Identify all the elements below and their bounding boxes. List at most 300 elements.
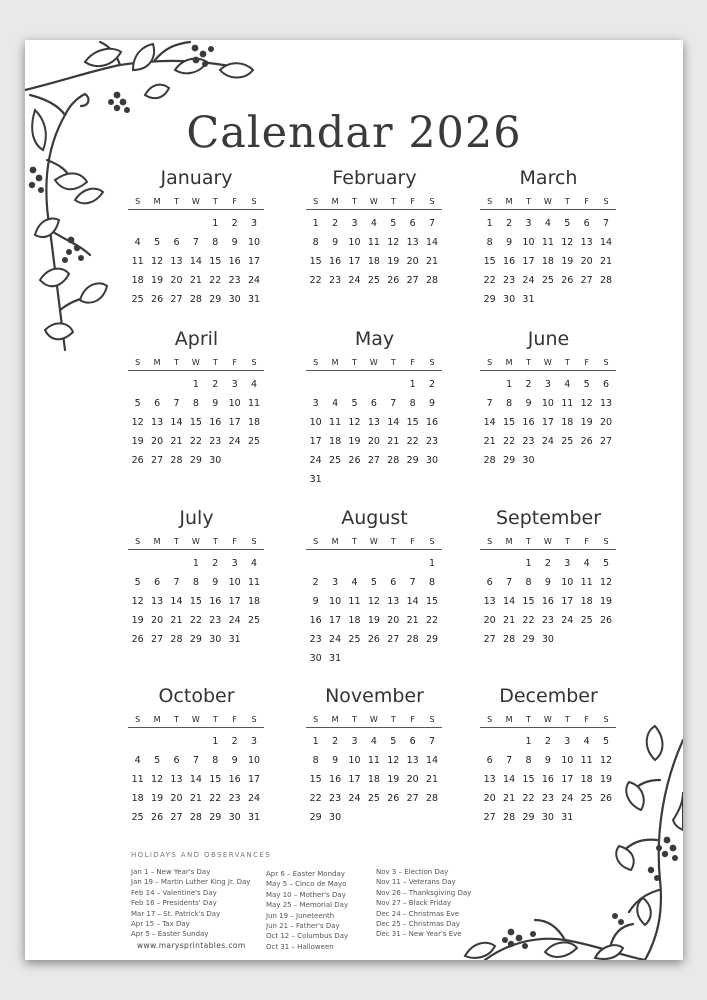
day-cell: 18 (580, 596, 593, 607)
month-january (128, 165, 264, 309)
day-cell: 26 (151, 812, 164, 823)
day-cell: 8 (212, 237, 219, 248)
day-cell: 5 (390, 736, 397, 747)
day-cell: 29 (209, 294, 222, 305)
day-cell: 18 (247, 596, 261, 607)
day-cell: 18 (367, 256, 380, 267)
weekday-label: W (369, 715, 378, 724)
day-cell: 24 (329, 634, 342, 645)
day-cell: 4 (544, 218, 551, 229)
weekday-label: F (232, 197, 237, 206)
day-cell: 8 (312, 237, 319, 248)
day-cell: 10 (247, 237, 261, 248)
day-cell: 23 (541, 615, 554, 626)
day-cell: 28 (189, 812, 202, 823)
day-cell: 20 (170, 275, 183, 286)
day-cell: 15 (522, 596, 535, 607)
day-cell: 19 (580, 417, 593, 428)
day-cell: 21 (189, 275, 202, 286)
holiday-item: Feb 14 – Valentine's Day (131, 888, 217, 897)
day-cell: 1 (525, 558, 532, 569)
day-cell: 4 (564, 379, 571, 390)
day-cell: 31 (329, 653, 342, 664)
weekday-label: F (232, 537, 237, 546)
weekday-label: F (232, 358, 237, 367)
day-cell: 3 (544, 379, 551, 390)
weekday-label: S (429, 197, 435, 206)
day-cell: 29 (209, 812, 222, 823)
weekday-label: W (543, 715, 552, 724)
day-cell: 14 (170, 417, 183, 428)
day-cell: 15 (209, 774, 222, 785)
day-cell: 19 (599, 774, 613, 785)
day-cell: 12 (367, 596, 380, 607)
day-cell: 28 (503, 812, 516, 823)
day-cell: 10 (348, 755, 361, 766)
day-cell: 22 (209, 793, 222, 804)
weekday-label: W (191, 197, 200, 206)
weekday-header (480, 358, 616, 371)
weekday-label: S (487, 715, 493, 724)
day-cell: 27 (483, 812, 496, 823)
day-cell: 2 (544, 558, 551, 569)
day-cell: 9 (525, 398, 532, 409)
day-cell: 20 (367, 436, 380, 447)
day-cell: 9 (212, 398, 219, 409)
day-cell: 16 (425, 417, 439, 428)
weekday-label: T (390, 197, 396, 206)
day-cell: 15 (406, 417, 419, 428)
day-cell: 2 (332, 218, 339, 229)
weekday-label: S (251, 537, 257, 546)
day-cell: 26 (348, 455, 361, 466)
day-cell: 20 (151, 436, 164, 447)
day-grid (128, 554, 264, 649)
month-name: February (332, 167, 417, 189)
holiday-item: Feb 16 – Presidents' Day (131, 899, 217, 908)
day-cell: 27 (483, 634, 496, 645)
weekday-label: T (212, 715, 218, 724)
day-cell: 30 (209, 634, 222, 645)
day-cell: 28 (425, 275, 439, 286)
day-cell: 21 (387, 436, 400, 447)
weekday-label: S (251, 197, 257, 206)
weekday-label: T (564, 358, 570, 367)
day-cell: 3 (351, 218, 358, 229)
day-cell: 16 (522, 417, 535, 428)
day-cell: 11 (367, 237, 380, 248)
day-cell: 11 (131, 774, 144, 785)
day-cell: 14 (425, 237, 439, 248)
day-cell: 7 (173, 398, 180, 409)
day-cell: 29 (483, 294, 496, 305)
day-cell: 15 (503, 417, 516, 428)
day-cell: 29 (309, 812, 322, 823)
day-cell: 6 (583, 218, 590, 229)
empty-cell (345, 554, 364, 573)
weekday-label: M (505, 715, 513, 724)
day-cell: 30 (541, 812, 554, 823)
day-cell: 22 (522, 615, 535, 626)
day-cell: 11 (580, 577, 593, 588)
day-cell: 5 (351, 398, 358, 409)
day-cell: 10 (247, 755, 261, 766)
holiday-item: Dec 31 – New Year's Eve (376, 930, 462, 939)
month-name: October (158, 685, 235, 707)
website-link[interactable]: www.marysprintables.com (137, 941, 246, 950)
day-cell: 6 (173, 755, 180, 766)
day-cell: 23 (309, 634, 322, 645)
day-cell: 5 (564, 218, 571, 229)
day-cell: 31 (228, 634, 241, 645)
day-cell: 8 (525, 577, 532, 588)
day-cell: 13 (170, 774, 183, 785)
empty-cell (147, 375, 166, 394)
holiday-item: Jun 19 – Juneteenth (266, 911, 335, 920)
weekday-label: S (135, 358, 141, 367)
day-cell: 5 (583, 379, 590, 390)
day-cell: 11 (247, 398, 261, 409)
empty-cell (128, 554, 147, 573)
day-cell: 14 (387, 417, 400, 428)
empty-cell (499, 732, 518, 751)
day-cell: 16 (228, 774, 241, 785)
empty-cell (147, 554, 166, 573)
holiday-item: Nov 27 – Black Friday (376, 899, 452, 908)
day-cell: 23 (329, 793, 342, 804)
day-cell: 29 (189, 455, 202, 466)
day-cell: 27 (599, 436, 613, 447)
day-cell: 9 (332, 237, 339, 248)
day-cell: 21 (425, 256, 439, 267)
month-may (306, 326, 442, 489)
day-cell: 16 (228, 256, 241, 267)
day-cell: 20 (406, 256, 419, 267)
day-cell: 8 (429, 577, 436, 588)
month-july (128, 505, 264, 649)
day-cell: 4 (134, 237, 141, 248)
empty-cell (167, 554, 186, 573)
weekday-label: M (153, 715, 161, 724)
day-cell: 25 (131, 812, 144, 823)
day-cell: 19 (561, 256, 574, 267)
day-cell: 13 (483, 774, 496, 785)
day-cell: 17 (247, 256, 261, 267)
weekday-label: S (603, 715, 609, 724)
day-cell: 6 (154, 577, 161, 588)
day-cell: 5 (603, 736, 610, 747)
day-cell: 14 (503, 596, 516, 607)
holiday-item: Apr 6 – Easter Monday (266, 870, 345, 878)
day-cell: 1 (212, 736, 219, 747)
day-cell: 3 (564, 736, 571, 747)
calendar-sheet (25, 40, 683, 960)
day-cell: 7 (192, 237, 199, 248)
day-cell: 27 (406, 275, 419, 286)
day-cell: 24 (561, 615, 574, 626)
day-cell: 19 (367, 615, 380, 626)
day-cell: 25 (561, 436, 574, 447)
day-cell: 12 (131, 417, 144, 428)
day-cell: 21 (599, 256, 613, 267)
day-cell: 9 (312, 596, 319, 607)
weekday-label: F (584, 358, 589, 367)
day-cell: 23 (209, 436, 222, 447)
weekday-label: S (135, 197, 141, 206)
day-cell: 13 (151, 596, 164, 607)
day-cell: 2 (544, 736, 551, 747)
day-cell: 22 (189, 436, 202, 447)
day-cell: 17 (348, 256, 361, 267)
day-cell: 17 (247, 774, 261, 785)
day-cell: 31 (309, 474, 322, 485)
day-cell: 28 (170, 455, 183, 466)
weekday-label: W (191, 715, 200, 724)
weekday-label: W (369, 358, 378, 367)
weekday-header (480, 715, 616, 728)
weekday-header (480, 537, 616, 550)
day-cell: 20 (483, 793, 496, 804)
day-cell: 8 (486, 237, 493, 248)
empty-cell (147, 732, 166, 751)
weekday-label: M (153, 537, 161, 546)
month-name: June (527, 328, 570, 350)
day-cell: 18 (348, 615, 361, 626)
day-cell: 26 (367, 634, 380, 645)
day-cell: 26 (131, 634, 144, 645)
day-cell: 12 (131, 596, 144, 607)
day-cell: 16 (541, 774, 554, 785)
empty-cell (186, 732, 205, 751)
weekday-label: F (232, 715, 237, 724)
day-cell: 4 (251, 379, 258, 390)
day-cell: 4 (251, 558, 258, 569)
day-cell: 24 (247, 793, 261, 804)
weekday-label: T (212, 197, 218, 206)
day-grid (128, 732, 264, 827)
day-cell: 19 (387, 256, 400, 267)
holiday-item: Apr 5 – Easter Sunday (131, 930, 209, 939)
day-cell: 6 (154, 398, 161, 409)
weekday-label: T (526, 537, 531, 546)
weekday-header (128, 358, 264, 371)
weekday-label: T (564, 537, 570, 546)
day-cell: 14 (406, 596, 419, 607)
day-cell: 14 (189, 774, 202, 785)
weekday-header (306, 197, 442, 210)
weekday-label: S (251, 715, 257, 724)
day-cell: 26 (131, 455, 144, 466)
day-cell: 9 (506, 237, 513, 248)
day-cell: 28 (483, 455, 496, 466)
day-cell: 6 (486, 577, 493, 588)
day-cell: 13 (151, 417, 164, 428)
day-cell: 31 (522, 294, 535, 305)
day-cell: 22 (522, 793, 535, 804)
day-cell: 3 (564, 558, 571, 569)
empty-cell (325, 554, 344, 573)
weekday-header (306, 715, 442, 728)
empty-cell (384, 554, 403, 573)
empty-cell (128, 732, 147, 751)
day-cell: 10 (228, 398, 241, 409)
day-cell: 20 (599, 417, 613, 428)
day-cell: 13 (406, 237, 419, 248)
day-cell: 25 (580, 615, 593, 626)
day-cell: 28 (599, 275, 613, 286)
day-cell: 21 (189, 793, 202, 804)
empty-cell (499, 554, 518, 573)
day-cell: 12 (151, 256, 164, 267)
weekday-label: W (369, 197, 378, 206)
day-cell: 2 (525, 379, 532, 390)
day-cell: 30 (228, 294, 241, 305)
day-cell: 25 (367, 275, 380, 286)
day-cell: 5 (603, 558, 610, 569)
day-cell: 23 (541, 793, 554, 804)
day-cell: 5 (390, 218, 397, 229)
day-cell: 12 (387, 755, 400, 766)
day-cell: 15 (522, 774, 535, 785)
holiday-item: Apr 15 – Tax Day (131, 920, 190, 929)
weekday-header (480, 197, 616, 210)
weekday-label: M (505, 537, 513, 546)
day-cell: 12 (580, 398, 593, 409)
day-cell: 7 (506, 577, 513, 588)
weekday-label: T (526, 358, 531, 367)
day-cell: 1 (486, 218, 493, 229)
day-cell: 11 (367, 755, 380, 766)
holiday-item: May 25 – Memorial Day (266, 901, 349, 910)
day-cell: 16 (541, 596, 554, 607)
empty-cell (325, 375, 344, 394)
weekday-label: W (191, 358, 200, 367)
weekday-label: T (390, 537, 396, 546)
month-name: November (325, 685, 424, 707)
day-cell: 10 (522, 237, 535, 248)
day-cell: 15 (309, 256, 322, 267)
day-cell: 17 (522, 256, 535, 267)
weekday-label: M (331, 715, 339, 724)
day-cell: 22 (406, 436, 419, 447)
day-cell: 24 (228, 436, 241, 447)
day-cell: 1 (429, 558, 436, 569)
day-cell: 3 (312, 398, 319, 409)
day-cell: 9 (544, 755, 551, 766)
day-cell: 10 (561, 755, 574, 766)
weekday-label: F (584, 537, 589, 546)
month-name: January (160, 167, 233, 189)
day-cell: 6 (370, 398, 377, 409)
day-cell: 3 (231, 558, 238, 569)
empty-cell (306, 554, 325, 573)
holidays-heading: HOLIDAYS AND OBSERVANCES (131, 851, 272, 859)
day-cell: 2 (506, 218, 513, 229)
day-cell: 28 (387, 455, 400, 466)
day-cell: 26 (561, 275, 574, 286)
weekday-label: S (429, 715, 435, 724)
day-cell: 7 (486, 398, 493, 409)
day-cell: 27 (170, 294, 183, 305)
day-cell: 7 (173, 577, 180, 588)
weekday-header (128, 537, 264, 550)
weekday-label: F (584, 197, 589, 206)
month-name: September (495, 507, 602, 529)
weekday-header (306, 358, 442, 371)
day-cell: 26 (580, 436, 593, 447)
day-cell: 2 (212, 379, 219, 390)
day-cell: 15 (209, 256, 222, 267)
day-cell: 8 (192, 577, 199, 588)
holiday-item: Nov 3 – Election Day (376, 868, 449, 876)
day-cell: 27 (151, 634, 164, 645)
day-grid (480, 375, 616, 470)
day-cell: 24 (247, 275, 261, 286)
weekday-label: T (212, 537, 218, 546)
day-cell: 17 (329, 615, 342, 626)
day-cell: 10 (329, 596, 342, 607)
day-cell: 17 (228, 417, 241, 428)
weekday-label: S (251, 358, 257, 367)
day-cell: 24 (348, 793, 361, 804)
day-cell: 15 (309, 774, 322, 785)
day-cell: 15 (189, 596, 202, 607)
day-cell: 23 (425, 436, 439, 447)
day-cell: 1 (312, 218, 319, 229)
day-cell: 7 (506, 755, 513, 766)
empty-cell (167, 375, 186, 394)
weekday-header (306, 537, 442, 550)
day-cell: 20 (406, 774, 419, 785)
day-cell: 12 (599, 755, 613, 766)
day-cell: 12 (151, 774, 164, 785)
weekday-label: W (369, 537, 378, 546)
day-cell: 17 (561, 774, 574, 785)
holiday-item: Jan 19 – Martin Luther King Jr. Day (131, 878, 251, 887)
day-cell: 13 (367, 417, 380, 428)
weekday-label: S (313, 537, 319, 546)
day-cell: 11 (561, 398, 574, 409)
weekday-label: T (174, 537, 179, 546)
day-grid (306, 554, 442, 668)
day-grid (306, 214, 442, 290)
day-cell: 16 (209, 417, 222, 428)
weekday-label: T (526, 715, 531, 724)
day-cell: 12 (348, 417, 361, 428)
day-cell: 19 (387, 774, 400, 785)
day-cell: 18 (247, 417, 261, 428)
day-cell: 29 (189, 634, 202, 645)
day-cell: 31 (247, 812, 261, 823)
weekday-label: W (543, 537, 552, 546)
month-name: December (499, 685, 598, 707)
weekday-label: M (153, 197, 161, 206)
day-cell: 23 (209, 615, 222, 626)
day-cell: 26 (387, 793, 400, 804)
day-cell: 20 (387, 615, 400, 626)
day-cell: 22 (209, 275, 222, 286)
weekday-label: T (352, 537, 357, 546)
empty-cell (480, 375, 499, 394)
day-cell: 7 (192, 755, 199, 766)
day-cell: 28 (189, 294, 202, 305)
empty-cell (306, 375, 325, 394)
day-cell: 22 (189, 615, 202, 626)
day-cell: 11 (348, 596, 361, 607)
day-cell: 23 (228, 793, 241, 804)
day-cell: 25 (348, 634, 361, 645)
day-cell: 17 (541, 417, 554, 428)
